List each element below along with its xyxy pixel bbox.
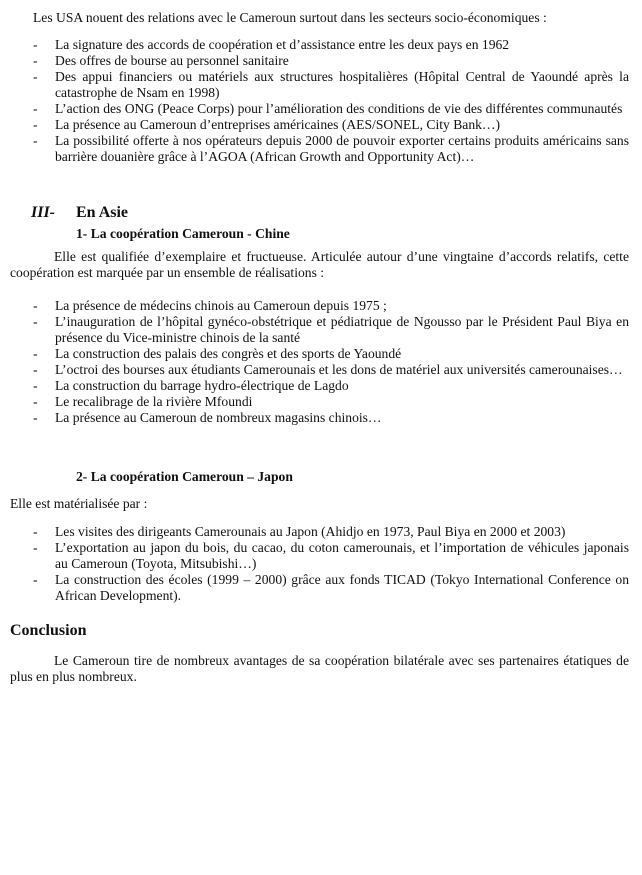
conclusion-paragraph: Le Cameroun tire de nombreux avantages de sa coopération bilatérale avec ses partenaires étatiques de plus en plus nombreux. [10,653,629,684]
japan-lead: Elle est matérialisée par : [10,496,148,511]
section-title: En Asie [76,204,129,221]
list-item: - La construction des palais des congrès et des sports de Yaoundé [33,346,629,362]
list-item: - La construction des écoles (1999 – 2000) grâce aux fonds TICAD (Tokyo International Conference on African Development). [33,572,629,604]
china-paragraph: Elle est qualifiée d’exemplaire et fructueuse. Articulée autour d’une vingtaine d’accords relatifs, cette coopération est marquée par un ensemble de réalisations : [10,249,629,280]
list-item: - La présence au Cameroun d’entreprises américaines (AES/SONEL, City Bank…) [33,117,629,133]
list-item: - L’inauguration de l’hôpital gynéco-obstétrique et pédiatrique de Ngousso par le Président Paul Biya en présence du Vice-ministre chinois de la santé [33,314,629,346]
subheading-japan: 2- La coopération Cameroun – Japon [76,469,293,484]
list-item: - La possibilité offerte à nos opérateurs depuis 2000 de pouvoir exporter certains produits américains sans barrière douanière grâce à l’AGOA (African Growth and Opportunity Act)… [33,133,629,165]
list-item: - Des offres de bourse au personnel sanitaire [33,53,629,69]
list-item: - La présence au Cameroun de nombreux magasins chinois… [33,410,629,426]
list-item: - L’action des ONG (Peace Corps) pour l’amélioration des conditions de vie des différentes communautés [33,101,629,117]
japan-list [33,524,629,604]
list-item: - La signature des accords de coopération et d’assistance entre les deux pays en 1962 [33,37,629,53]
usa-list [33,37,629,165]
section-heading-asia [31,205,128,221]
list-item: - L’octroi des bourses aux étudiants Camerounais et les dons de matériel aux universités camerounaises… [33,362,629,378]
list-item: - La présence de médecins chinois au Cameroun depuis 1975 ; [33,298,629,314]
list-item: - L’exportation au japon du bois, du cacao, du coton camerounais, et l’importation de véhicules japonais au Cameroun (Toyota, Mitsubishi…) [33,540,629,572]
section-number: III- [31,204,56,221]
list-item: - Le recalibrage de la rivière Mfoundi [33,394,629,410]
china-list [33,298,629,426]
subheading-china: 1- La coopération Cameroun - Chine [76,226,290,241]
list-item: - Des appui financiers ou matériels aux structures hospitalières (Hôpital Central de Yaoundé après la catastrophe de Nsam en 1998) [33,69,629,101]
list-item: - Les visites des dirigeants Camerounais au Japon (Ahidjo en 1973, Paul Biya en 2000 et 2003) [33,524,629,540]
conclusion-heading: Conclusion [10,622,87,639]
list-item: - La construction du barrage hydro-électrique de Lagdo [33,378,629,394]
usa-intro: Les USA nouent des relations avec le Cameroun surtout dans les secteurs socio-économiques : [33,10,547,25]
